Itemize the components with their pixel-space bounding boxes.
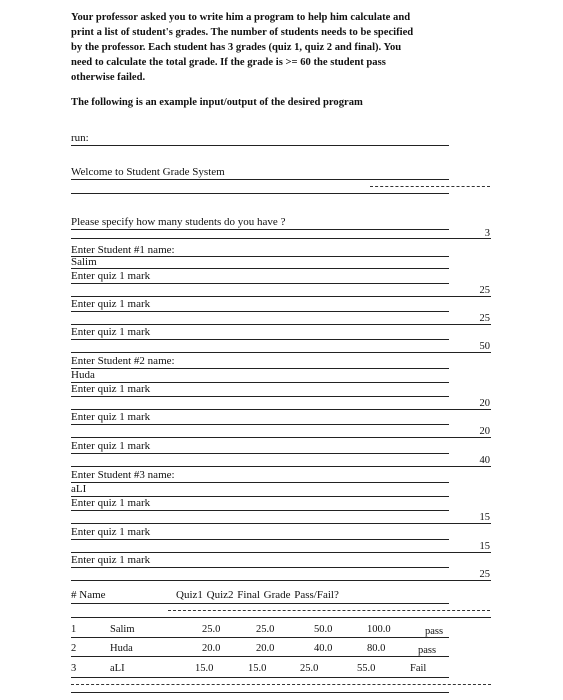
run-label: run:	[71, 132, 89, 144]
divider	[71, 580, 491, 581]
divider	[71, 482, 449, 483]
row-number: 3	[71, 663, 77, 674]
row-grade: 80.0	[367, 643, 386, 654]
divider	[71, 396, 449, 397]
quiz-value: 25	[479, 569, 490, 580]
quiz-value: 50	[479, 341, 490, 352]
row-number: 2	[71, 643, 77, 654]
intro-paragraph	[71, 10, 451, 85]
row-quiz1: 15.0	[195, 663, 214, 674]
divider	[71, 352, 491, 353]
quiz-value: 15	[479, 512, 490, 523]
intro-line: need to calculate the total grade. If the grade is >= 60 the student pass	[71, 57, 386, 68]
student-name-prompt: Enter Student #3 name:	[71, 469, 175, 481]
count-prompt: Please specify how many students do you have ?	[71, 216, 286, 228]
divider	[71, 539, 449, 540]
intro-line: print a list of student's grades. The number of students needs to be specified	[71, 27, 414, 38]
row-final: 25.0	[300, 663, 319, 674]
divider	[71, 453, 449, 454]
count-value: 3	[484, 228, 490, 239]
row-final: 50.0	[314, 624, 333, 635]
quiz-value: 25	[479, 313, 490, 324]
table-header-name: # Name	[71, 589, 106, 601]
divider	[71, 311, 449, 312]
row-quiz1: 20.0	[202, 643, 221, 654]
divider	[71, 368, 449, 369]
student-name-prompt: Enter Student #2 name:	[71, 355, 175, 367]
quiz-prompt: Enter quiz 1 mark	[71, 298, 151, 310]
divider	[71, 296, 491, 297]
quiz-value: 20	[479, 426, 490, 437]
divider	[71, 424, 449, 425]
divider	[71, 656, 449, 657]
divider	[71, 523, 491, 524]
quiz-value: 25	[479, 285, 490, 296]
row-status: pass	[425, 626, 444, 637]
divider	[71, 268, 449, 269]
row-quiz1: 25.0	[202, 624, 221, 635]
divider	[71, 179, 449, 180]
example-heading: The following is an example input/output of the desired program	[71, 97, 363, 108]
divider	[71, 238, 491, 239]
divider	[71, 466, 491, 467]
divider	[71, 256, 449, 257]
row-status: Fail	[410, 663, 427, 674]
dashed-divider	[370, 186, 490, 187]
divider	[71, 409, 491, 410]
divider	[71, 229, 449, 230]
divider	[71, 603, 449, 604]
row-number: 1	[71, 624, 77, 635]
divider	[71, 437, 491, 438]
student-name: Salim	[71, 256, 97, 268]
welcome-text: Welcome to Student Grade System	[71, 166, 225, 178]
divider	[71, 617, 491, 618]
divider	[71, 193, 449, 194]
row-name: aLI	[110, 663, 125, 674]
divider	[71, 567, 449, 568]
quiz-prompt: Enter quiz 1 mark	[71, 497, 151, 509]
row-quiz2: 25.0	[256, 624, 275, 635]
quiz-prompt: Enter quiz 1 mark	[71, 526, 151, 538]
quiz-value: 40	[479, 455, 490, 466]
quiz-value: 20	[479, 398, 490, 409]
quiz-prompt: Enter quiz 1 mark	[71, 326, 151, 338]
dashed-divider	[71, 684, 491, 685]
row-quiz2: 15.0	[248, 663, 267, 674]
quiz-value: 15	[479, 541, 490, 552]
row-quiz2: 20.0	[256, 643, 275, 654]
row-status: pass	[418, 645, 437, 656]
quiz-prompt: Enter quiz 1 mark	[71, 411, 151, 423]
row-grade: 100.0	[367, 624, 391, 635]
divider	[71, 692, 449, 693]
quiz-prompt: Enter quiz 1 mark	[71, 270, 151, 282]
intro-line: Your professor asked you to write him a program to help him calculate and	[71, 12, 411, 23]
row-final: 40.0	[314, 643, 333, 654]
quiz-prompt: Enter quiz 1 mark	[71, 554, 151, 566]
intro-line: otherwise failed.	[71, 72, 146, 83]
divider	[71, 637, 449, 638]
row-name: Salim	[110, 624, 135, 635]
intro-line: by the professor. Each student has 3 grades (quiz 1, quiz 2 and final). You	[71, 42, 402, 53]
divider	[71, 552, 491, 553]
divider	[71, 324, 491, 325]
row-grade: 55.0	[357, 663, 376, 674]
quiz-prompt: Enter quiz 1 mark	[71, 440, 151, 452]
student-name: aLI	[71, 483, 87, 495]
quiz-prompt: Enter quiz 1 mark	[71, 383, 151, 395]
divider	[71, 510, 449, 511]
dashed-divider	[168, 610, 490, 611]
divider	[71, 339, 449, 340]
divider	[71, 145, 449, 146]
divider	[71, 677, 449, 678]
divider	[71, 283, 449, 284]
row-name: Huda	[110, 643, 133, 654]
student-name-prompt: Enter Student #1 name:	[71, 244, 175, 256]
student-name: Huda	[71, 369, 95, 381]
table-header-columns: Quiz1 Quiz2 Final Grade Pass/Fail?	[176, 589, 339, 601]
